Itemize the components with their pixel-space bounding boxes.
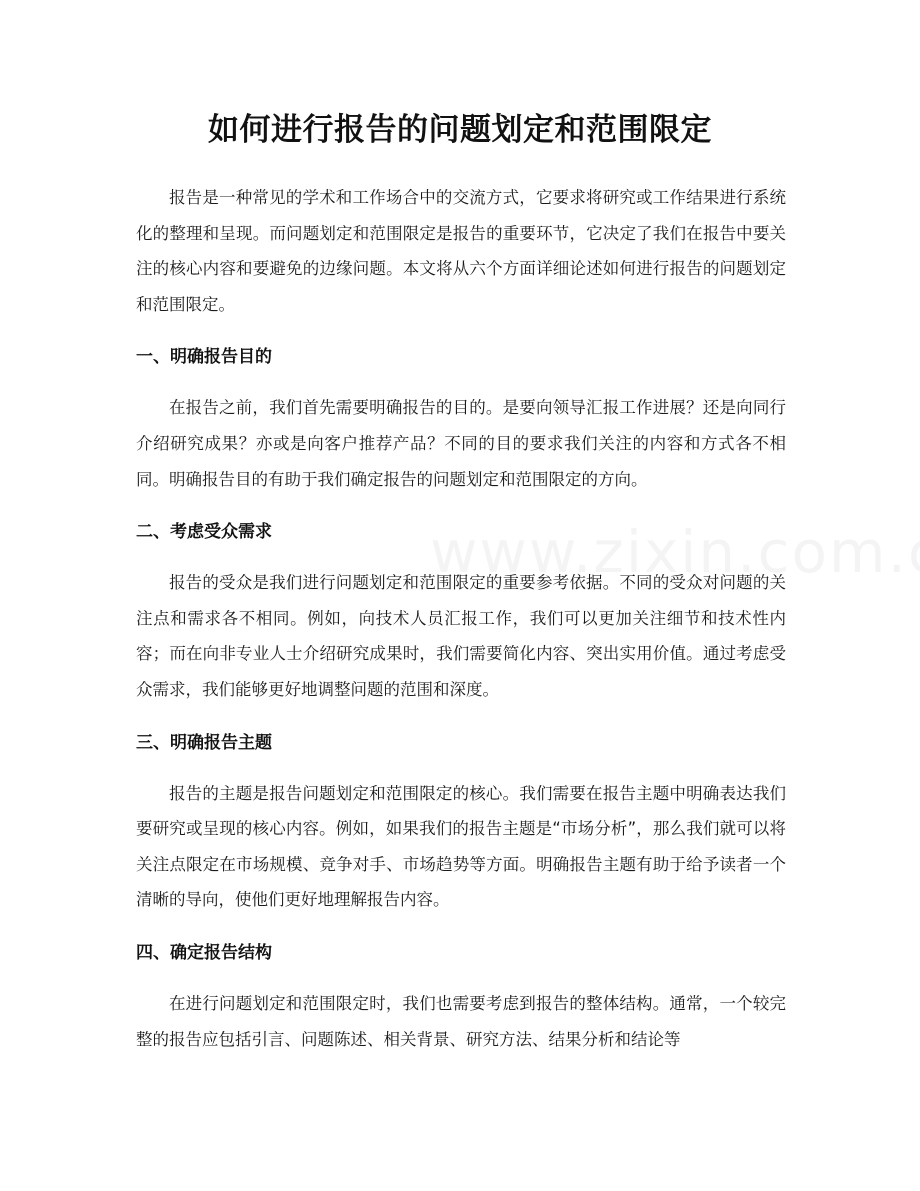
document-title: 如何进行报告的问题划定和范围限定	[208, 112, 712, 148]
section-body-topic: 报告的主题是报告问题划定和范围限定的核心。我们需要在报告主题中明确表达我们要研究或呈现的核心内容。例如，如果我们的报告主题是“市场分析”，那么我们就可以将关注点限定在市场规模、竞争对手、市场趋势等方面。明确报告主题有助于给予读者一个清晰的导向，使他们更好地理解报告内容。	[136, 783, 786, 910]
document-body	[136, 180, 786, 1057]
section-heading-purpose: 一、明确报告目的	[136, 347, 272, 368]
section-body-structure: 在进行问题划定和范围限定时，我们也需要考虑到报告的整体结构。通常，一个较完整的报告应包括引言、问题陈述、相关背景、研究方法、结果分析和结论等	[136, 993, 786, 1049]
section-body-audience: 报告的受众是我们进行问题划定和范围限定的重要参考依据。不同的受众对问题的关注点和需求各不相同。例如，向技术人员汇报工作，我们可以更加关注细节和技术性内容；而在向非专业人士介绍研究成果时，我们需要简化内容、突出实用价值。通过考虑受众需求，我们能够更好地调整问题的范围和深度。	[136, 573, 786, 699]
intro-paragraph: 报告是一种常见的学术和工作场合中的交流方式，它要求将研究或工作结果进行系统化的整理和呈现。而问题划定和范围限定是报告的重要环节，它决定了我们在报告中要关注的核心内容和要避免的边缘问题。本文将从六个方面详细论述如何进行报告的问题划定和范围限定。	[136, 188, 786, 314]
section-body-purpose: 在报告之前，我们首先需要明确报告的目的。是要向领导汇报工作进展？还是向同行介绍研究成果？亦或是向客户推荐产品？不同的目的要求我们关注的内容和方式各不相同。明确报告目的有助于我们确定报告的问题划定和范围限定的方向。	[136, 398, 786, 489]
section-heading-audience: 二、考虑受众需求	[136, 522, 272, 543]
section-heading-topic: 三、明确报告主题	[136, 732, 272, 753]
section-heading-structure: 四、确定报告结构	[136, 942, 272, 963]
